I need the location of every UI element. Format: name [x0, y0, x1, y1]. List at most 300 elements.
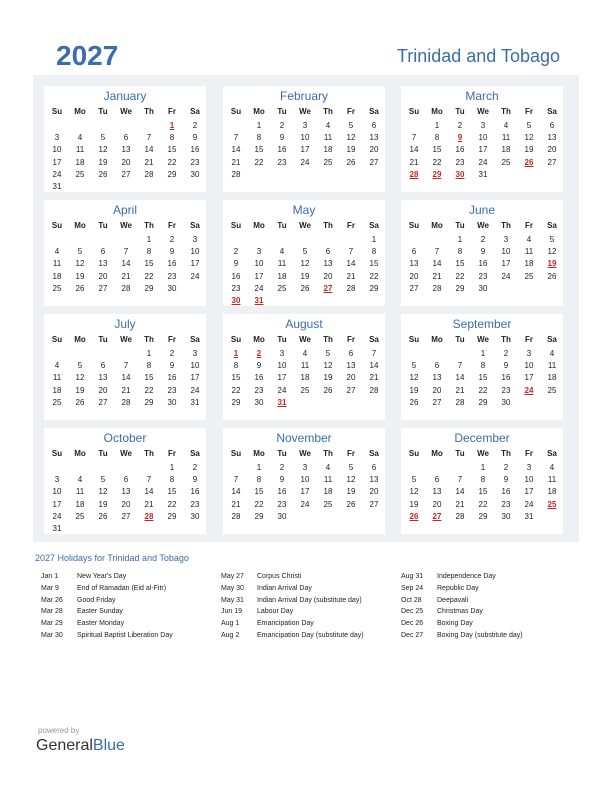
holiday-name: Emancipation Day — [257, 620, 314, 628]
day-cell: 12 — [346, 133, 356, 143]
day-cell: 30 — [478, 283, 488, 293]
day-cell: 5 — [549, 235, 555, 244]
day-cell: 23 — [501, 385, 511, 395]
holiday-day-cell: 27 — [323, 283, 333, 293]
day-cell: 1 — [480, 463, 486, 472]
day-cell: 16 — [167, 259, 177, 269]
holiday-day-cell: 26 — [409, 511, 419, 521]
day-cell: 28 — [346, 283, 356, 293]
day-cell: 8 — [169, 475, 175, 485]
day-cell: 13 — [369, 133, 379, 143]
weekday-label: Sa — [547, 449, 557, 458]
day-cell: 27 — [121, 511, 131, 521]
weekday-header — [223, 107, 385, 119]
day-cell: 14 — [121, 259, 131, 269]
day-cell: 3 — [526, 463, 532, 472]
day-cell: 6 — [411, 247, 417, 257]
day-cell: 8 — [371, 247, 377, 257]
weekday-label: We — [299, 449, 311, 458]
weekday-label: Fr — [525, 221, 533, 230]
weekday-header — [44, 335, 206, 347]
weekday-label: Mo — [431, 335, 443, 344]
weekday-label: Mo — [74, 335, 86, 344]
day-cell: 4 — [54, 361, 60, 371]
month-august — [223, 314, 385, 420]
day-cell: 22 — [478, 385, 488, 395]
day-cell: 15 — [432, 145, 442, 155]
day-cell: 23 — [190, 157, 200, 167]
day-cell: 22 — [231, 385, 241, 395]
day-cell: 25 — [501, 157, 511, 167]
day-cell: 9 — [192, 133, 198, 143]
day-cell: 8 — [169, 133, 175, 143]
weekday-label: Fr — [347, 221, 355, 230]
weekday-label: Su — [408, 335, 420, 344]
day-cell: 18 — [75, 157, 85, 167]
day-cell: 17 — [52, 499, 62, 509]
day-cell: 16 — [277, 487, 287, 497]
day-cell: 12 — [409, 487, 419, 497]
holiday-name: Republic Day — [437, 584, 479, 592]
day-cell: 3 — [54, 475, 60, 485]
day-cell: 19 — [409, 499, 419, 509]
day-cell: 28 — [455, 397, 465, 407]
weekday-label: Th — [323, 335, 333, 344]
day-cell: 20 — [121, 499, 131, 509]
weekday-label: Mo — [253, 221, 265, 230]
month-july — [44, 314, 206, 420]
day-cell: 8 — [480, 361, 486, 371]
day-cell: 2 — [279, 463, 285, 472]
day-cell: 3 — [192, 349, 198, 358]
weekday-label: Su — [51, 107, 63, 116]
day-cell: 12 — [75, 373, 85, 383]
day-cell: 2 — [233, 247, 239, 257]
day-cell: 28 — [231, 169, 241, 179]
day-cell: 14 — [455, 487, 465, 497]
day-cell: 15 — [254, 145, 264, 155]
day-cell: 2 — [192, 121, 198, 130]
day-cell: 23 — [254, 385, 264, 395]
day-cell: 17 — [478, 145, 488, 155]
day-cell: 26 — [547, 271, 557, 281]
day-cell: 30 — [501, 397, 511, 407]
weekday-label: Tu — [455, 335, 465, 344]
day-cell: 15 — [254, 487, 264, 497]
day-cell: 13 — [323, 259, 333, 269]
weekday-label: Th — [501, 107, 511, 116]
day-cell: 29 — [455, 283, 465, 293]
day-cell: 14 — [432, 259, 442, 269]
day-cell: 7 — [233, 133, 239, 143]
day-cell: 22 — [144, 271, 154, 281]
month-name: December — [454, 431, 510, 445]
day-cell: 17 — [190, 259, 200, 269]
weekday-header — [44, 221, 206, 233]
day-cell: 18 — [277, 271, 287, 281]
day-cell: 11 — [501, 133, 511, 143]
day-cell: 27 — [98, 283, 108, 293]
weekday-label: Mo — [74, 221, 86, 230]
day-cell: 18 — [323, 145, 333, 155]
holiday-name: End of Ramadan (Eid al-Fitr) — [77, 584, 167, 592]
day-cell: 2 — [503, 463, 509, 472]
holiday-date: Mar 30 — [41, 631, 63, 639]
holiday-day-cell: 31 — [254, 296, 264, 305]
day-cell: 19 — [323, 373, 333, 383]
day-cell: 22 — [478, 499, 488, 509]
day-cell: 17 — [190, 373, 200, 383]
day-cell: 30 — [190, 169, 200, 179]
day-cell: 23 — [277, 499, 287, 509]
weekday-label: Sa — [547, 335, 557, 344]
day-cell: 7 — [457, 361, 463, 371]
day-cell: 24 — [300, 157, 310, 167]
weekday-label: Th — [501, 221, 511, 230]
day-cell: 25 — [323, 499, 333, 509]
day-cell: 9 — [256, 361, 262, 371]
day-cell: 17 — [277, 373, 287, 383]
day-cell: 27 — [346, 385, 356, 395]
day-cell: 12 — [98, 145, 108, 155]
day-cell: 10 — [501, 247, 511, 257]
day-cell: 12 — [524, 133, 534, 143]
day-cell: 20 — [432, 385, 442, 395]
weekday-label: Th — [501, 335, 511, 344]
month-name: August — [285, 317, 323, 331]
day-cell: 2 — [279, 121, 285, 130]
day-cell: 26 — [75, 397, 85, 407]
holiday-name: Deepavali — [437, 596, 469, 604]
weekday-label: Mo — [253, 107, 265, 116]
day-cell: 27 — [121, 169, 131, 179]
weekday-label: Fr — [347, 335, 355, 344]
holiday-day-cell: 31 — [277, 397, 287, 407]
year-title: 2027 — [56, 40, 119, 71]
day-cell: 20 — [369, 487, 379, 497]
day-cell: 28 — [121, 397, 131, 407]
day-cell: 10 — [300, 133, 310, 143]
day-cell: 5 — [348, 121, 354, 130]
day-cell: 19 — [98, 157, 108, 167]
day-cell: 30 — [254, 397, 264, 407]
day-cell: 20 — [323, 271, 333, 281]
day-cell: 1 — [371, 235, 377, 244]
day-cell: 23 — [231, 283, 241, 293]
weekday-label: Su — [408, 221, 420, 230]
day-cell: 7 — [411, 133, 417, 143]
weekday-label: Su — [408, 449, 420, 458]
holiday-day-cell: 29 — [432, 169, 442, 179]
day-cell: 15 — [167, 487, 177, 497]
day-cell: 27 — [547, 157, 557, 167]
day-cell: 18 — [501, 145, 511, 155]
holiday-date: Oct 28 — [401, 596, 422, 604]
day-cell: 14 — [144, 145, 154, 155]
day-cell: 9 — [480, 247, 486, 257]
day-cell: 27 — [98, 397, 108, 407]
holiday-name: Indian Arrival Day — [257, 584, 312, 592]
day-cell: 21 — [231, 499, 241, 509]
day-cell: 14 — [455, 373, 465, 383]
holiday-day-cell: 25 — [547, 499, 557, 509]
weekday-label: We — [299, 335, 311, 344]
day-cell: 29 — [167, 169, 177, 179]
weekday-label: Su — [51, 335, 63, 344]
day-cell: 27 — [369, 499, 379, 509]
day-cell: 16 — [231, 271, 241, 281]
month-name: May — [292, 203, 316, 217]
day-cell: 15 — [144, 259, 154, 269]
holiday-date: Jun 19 — [221, 608, 243, 616]
weekday-label: Sa — [190, 335, 200, 344]
day-cell: 19 — [346, 145, 356, 155]
day-cell: 24 — [190, 271, 200, 281]
day-cell: 18 — [75, 499, 85, 509]
month-january — [44, 86, 206, 192]
weekday-label: Su — [408, 107, 420, 116]
day-cell: 1 — [169, 463, 175, 472]
holiday-date: May 30 — [221, 584, 244, 592]
holiday-name: Easter Sunday — [77, 608, 123, 616]
day-cell: 23 — [190, 499, 200, 509]
day-cell: 9 — [503, 475, 509, 485]
day-cell: 22 — [455, 271, 465, 281]
day-cell: 19 — [300, 271, 310, 281]
weekday-label: Th — [501, 449, 511, 458]
day-cell: 3 — [192, 235, 198, 244]
holiday-name: Christmas Day — [437, 608, 483, 616]
month-october — [44, 428, 206, 534]
day-cell: 9 — [279, 475, 285, 485]
month-september — [401, 314, 563, 420]
weekday-label: Th — [144, 449, 154, 458]
weekday-label: Sa — [190, 107, 200, 116]
day-cell: 6 — [371, 463, 377, 472]
weekday-label: Su — [51, 221, 63, 230]
day-cell: 19 — [98, 499, 108, 509]
day-cell: 23 — [501, 499, 511, 509]
day-cell: 15 — [478, 373, 488, 383]
weekday-header — [401, 107, 563, 119]
day-cell: 15 — [369, 259, 379, 269]
weekday-label: Th — [323, 107, 333, 116]
holiday-date: May 27 — [221, 573, 244, 580]
day-cell: 4 — [503, 121, 509, 130]
day-cell: 11 — [52, 259, 62, 269]
day-cell: 21 — [144, 157, 154, 167]
day-cell: 24 — [524, 499, 534, 509]
weekday-header — [44, 449, 206, 461]
day-cell: 16 — [190, 487, 200, 497]
day-cell: 5 — [100, 475, 106, 485]
holiday-date: Mar 29 — [41, 620, 63, 628]
month-december — [401, 428, 563, 534]
holiday-name: Boxing Day (substitute day) — [437, 631, 523, 639]
day-cell: 4 — [549, 349, 555, 358]
day-cell: 5 — [100, 133, 106, 143]
weekday-label: Fr — [168, 107, 176, 116]
weekday-label: Tu — [98, 449, 108, 458]
weekday-label: Su — [230, 107, 242, 116]
weekday-label: We — [299, 221, 311, 230]
day-cell: 26 — [323, 385, 333, 395]
day-cell: 6 — [434, 361, 440, 371]
weekday-label: Su — [230, 335, 242, 344]
day-cell: 29 — [254, 511, 264, 521]
day-cell: 28 — [231, 511, 241, 521]
day-cell: 19 — [524, 145, 534, 155]
day-cell: 19 — [409, 385, 419, 395]
day-cell: 13 — [121, 145, 131, 155]
weekday-label: Sa — [547, 221, 557, 230]
weekday-label: Fr — [525, 449, 533, 458]
day-cell: 3 — [526, 349, 532, 358]
day-cell: 6 — [371, 121, 377, 130]
holiday-name: Indian Arrival Day (substitute day) — [257, 596, 362, 604]
day-cell: 7 — [457, 475, 463, 485]
day-cell: 15 — [231, 373, 241, 383]
weekday-header — [223, 335, 385, 347]
day-cell: 26 — [300, 283, 310, 293]
day-cell: 4 — [325, 463, 331, 472]
day-cell: 12 — [300, 259, 310, 269]
day-cell: 29 — [231, 397, 241, 407]
day-cell: 10 — [300, 475, 310, 485]
day-cell: 7 — [233, 475, 239, 485]
weekday-label: Mo — [431, 449, 443, 458]
holiday-date: Mar 26 — [41, 596, 63, 604]
day-cell: 16 — [167, 373, 177, 383]
weekday-label: Th — [323, 221, 333, 230]
holiday-day-cell: 28 — [144, 511, 154, 521]
day-cell: 14 — [409, 145, 419, 155]
weekday-label: We — [477, 335, 489, 344]
day-cell: 2 — [457, 121, 463, 130]
weekday-label: Fr — [168, 335, 176, 344]
day-cell: 15 — [144, 373, 154, 383]
day-cell: 11 — [524, 247, 534, 257]
day-cell: 10 — [524, 361, 534, 371]
day-cell: 8 — [233, 361, 239, 371]
day-cell: 5 — [77, 361, 83, 371]
day-cell: 17 — [501, 259, 511, 269]
day-cell: 23 — [277, 157, 287, 167]
day-cell: 22 — [144, 385, 154, 395]
day-cell: 28 — [144, 169, 154, 179]
day-cell: 9 — [503, 361, 509, 371]
day-cell: 5 — [526, 121, 532, 130]
day-cell: 18 — [547, 487, 557, 497]
holiday-name: Easter Monday — [77, 620, 125, 628]
day-cell: 6 — [123, 133, 129, 143]
holiday-date: Mar 28 — [41, 608, 63, 616]
day-cell: 21 — [409, 157, 419, 167]
weekday-label: Th — [144, 221, 154, 230]
holiday-name: Emancipation Day (substitute day) — [257, 631, 364, 639]
day-cell: 21 — [369, 373, 379, 383]
day-cell: 22 — [167, 499, 177, 509]
day-cell: 31 — [478, 169, 488, 179]
day-cell: 7 — [123, 247, 129, 257]
day-cell: 7 — [146, 133, 152, 143]
day-cell: 18 — [300, 373, 310, 383]
day-cell: 13 — [547, 133, 557, 143]
holiday-date: Dec 27 — [401, 631, 424, 639]
day-cell: 14 — [231, 145, 241, 155]
day-cell: 7 — [348, 247, 354, 257]
day-cell: 25 — [75, 511, 85, 521]
holiday-date: Aug 2 — [221, 631, 240, 639]
month-march — [401, 86, 563, 192]
day-cell: 24 — [52, 169, 62, 179]
day-cell: 22 — [369, 271, 379, 281]
day-cell: 14 — [144, 487, 154, 497]
weekday-label: Tu — [277, 107, 287, 116]
weekday-label: We — [120, 221, 132, 230]
weekday-label: Mo — [431, 107, 443, 116]
day-cell: 1 — [457, 235, 463, 244]
day-cell: 3 — [480, 121, 486, 130]
day-cell: 6 — [100, 361, 106, 371]
day-cell: 6 — [348, 349, 354, 358]
weekday-label: Th — [144, 107, 154, 116]
generalblue-logo[interactable] — [36, 737, 125, 755]
day-cell: 23 — [167, 271, 177, 281]
weekday-header — [223, 449, 385, 461]
holiday-date: Sep 24 — [401, 584, 424, 592]
day-cell: 26 — [409, 397, 419, 407]
day-cell: 24 — [52, 511, 62, 521]
holiday-name: Boxing Day — [437, 620, 473, 628]
weekday-label: Tu — [455, 107, 465, 116]
day-cell: 13 — [369, 475, 379, 485]
day-cell: 3 — [302, 121, 308, 130]
day-cell: 31 — [52, 182, 62, 191]
day-cell: 23 — [455, 157, 465, 167]
holiday-name: Independence Day — [437, 573, 496, 580]
holiday-date: May 31 — [221, 596, 244, 604]
day-cell: 25 — [524, 271, 534, 281]
day-cell: 30 — [277, 511, 287, 521]
day-cell: 4 — [526, 235, 532, 244]
day-cell: 9 — [169, 247, 175, 257]
day-cell: 29 — [144, 397, 154, 407]
day-cell: 13 — [98, 259, 108, 269]
day-cell: 10 — [524, 475, 534, 485]
day-cell: 16 — [478, 259, 488, 269]
day-cell: 16 — [254, 373, 264, 383]
day-cell: 25 — [323, 157, 333, 167]
day-cell: 8 — [146, 247, 152, 257]
day-cell: 27 — [432, 397, 442, 407]
day-cell: 13 — [346, 361, 356, 371]
holiday-day-cell: 26 — [524, 157, 534, 167]
holiday-date: Dec 26 — [401, 620, 424, 628]
day-cell: 17 — [524, 487, 534, 497]
weekday-label: We — [477, 107, 489, 116]
weekday-label: Mo — [253, 449, 265, 458]
month-name: February — [279, 89, 329, 103]
weekday-label: Sa — [369, 449, 379, 458]
weekday-label: Sa — [369, 107, 379, 116]
month-april — [44, 200, 206, 306]
day-cell: 3 — [54, 133, 60, 143]
holiday-name: New Year's Day — [77, 573, 127, 580]
holiday-day-cell: 30 — [455, 169, 465, 179]
day-cell: 30 — [167, 397, 177, 407]
day-cell: 1 — [146, 349, 152, 358]
